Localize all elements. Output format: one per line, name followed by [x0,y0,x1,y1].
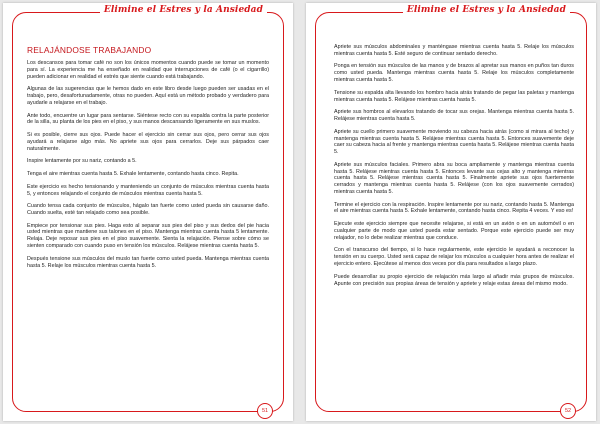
paragraph: Puede desarrollar su propio ejercicio de relajación más largo al añadir más grupos de músculos. Apunte con precisión sus propias áreas de tensión y apriete y relaje estas áreas del mismo modo. [334,273,574,287]
paragraph: Los descansos para tomar café no son los únicos momentos cuando puede se tomar un momento para sí. La experiencia me ha enseñado en realidad que interrupciones de café (o el cigarrillo) pueden adicionar en realidad el estrés que siente cuando está trabajando. [27,60,269,80]
right-page-header: Elimine el Estres y la Ansiedad [403,5,570,15]
page-number: 51 [257,403,273,419]
paragraph: Este ejercicio es hecho tensionando y manteniendo un conjunto de músculos mientras cuenta hasta 5, y entonces relajando el conjunto de músculos mientras cuenta hasta 5. [27,183,269,197]
paragraph: Después tensione sus músculos del muslo tan fuerte como usted pueda. Mantenga mientras cuenta hasta 5. Relaje los músculos mientras cuenta hasta 5. [27,255,269,269]
paragraph: Apriete sus hombros al elevarlos tratando de tocar sus orejas. Mantenga mientras cuenta hasta 5. Relájese mientras cuenta hasta 5. [334,109,574,123]
section-title: RELAJÁNDOSE TRABAJANDO [27,45,152,55]
paragraph: Apriete su cuello primero suavemente moviendo su cabeza hacia atrás (como si mirara al techo) y mantenga mientras cuenta hasta 5. Relájese mientras cuenta hasta 5. Entonces suavemente deje caer su cabeza hacia al frente y mantenga mientras cuenta hasta 5. Relájese mientras cuenta hasta 5. [334,128,574,156]
right-page [306,3,596,421]
paragraph: Empiece por tensionar sus pies. Haga esto al separar sus pies del piso y sus dedos del pie hacia usted mientras que mantiene sus talones en el piso. Mantenga mientras cuenta hasta 5 lentamente. Relaja. Deje reposar sus pies en el piso suavemente. Sienta la relajación. Piense sobre cómo se sienten comparado con cuando puso en tensión los músculos. Relájese mientras cuenta hasta 5. [27,222,269,250]
left-page [3,3,293,421]
paragraph: Con el transcurso del tiempo, si lo hace regularmente, este ejercicio le ayudará a reconocer la tensión en su cuerpo. Usted será capaz de relajar los músculos a cualquier hora antes de realizar el ejercicio entero. Ejecútese al menos dos veces por día para resultados a largo plazo. [334,247,574,268]
paragraph: Ejecute este ejercicio siempre que necesite relajarse, si está en un avión o en un automóvil o en cualquier parte de modo que usted pueda estar sentado. Porque este ejercicio puede ser muy relajador, no lo debe realizar mientras que conduce. [334,221,574,241]
paragraph: Apriete sus músculos faciales. Primero abra su boca ampliamente y mantenga mientras cuenta hasta 5. Relájese mientras cuenta hasta 5. Entonces levante sus cejas alto y mantenga mientras cuenta hasta 5. Relájese mientras cuenta hasta 5. Finalmente apriete sus ojos fuertemente cerrados y mantenga mientras cuenta hasta 5. Relájese (con los ojos suavemente cerrados) mientras cuenta hasta 5. [334,161,574,195]
paragraph: Algunas de las sugerencias que le hemos dado en este libro desde luego pueden ser usadas en el trabajo, pero, desafortunadamente, otras no pueden. Aquí está un método probado y verdadero para ayudarle a relajarse en el trabajo. [27,86,269,106]
right-page-content [334,44,574,293]
paragraph: Si es posible, cierre sus ojos. Puede hacer el ejercicio sin cerrar sus ojos, pero cerrar sus ojos ayudará a relajarse algo más. No apriete sus ojos para cerrarlos. Deje sus párpados caer naturalmente. [27,132,269,152]
paragraph: Ponga en tensión sus músculos de las manos y de brazos al apretar sus manos en puños tan duros como usted pueda. Mantenga mientras cuenta hasta 5. Relaje los músculos completamente mientras cuenta hasta 5. [334,63,574,84]
paragraph: Termine el ejercicio con la respiración. Inspire lentamente por su nariz, contando hasta 5. Mantenga el aire mientras cuenta hasta 5. Exhale lentamente, contando hasta cinco. Repita 4 veces. Y eso es! [334,201,574,215]
left-page-header: Elimine el Estres y la Ansiedad [100,5,267,15]
page-number: 52 [560,403,576,419]
paragraph: Tensione su espalda alta llevando los hombro hacia atrás tratando de pegar las paletas y mantenga mientras cuenta hasta 5. Relájese mientras cuenta hasta 5. [334,89,574,103]
left-page-content [27,45,269,275]
paragraph: Tenga el aire mientras cuenta hasta 5. Exhale lentamente, contando hasta cinco. Repita. [27,171,239,178]
paragraph: Apriete sus músculos abdominales y manténgase mientras cuenta hasta 5. Relaje los músculos mientras cuenta hasta 5. Esté seguro de continuar sentado derecho. [334,44,574,57]
paragraph: Ante todo, encuentre un lugar para sentarse. Siéntese recto con su espalda contra la parte posterior de la silla, su planta de los pies en el piso, y sus manos descansando ligeramente en sus muslos. [27,112,269,126]
paragraph: Inspire lentamente por su nariz, contando a 5. [27,158,137,165]
paragraph: Cuando tensa cada conjunto de músculos, hágalo tan fuerte como usted pueda sin causarse daño. Cuando suelta, esté tan relajado como sea posible. [27,203,269,216]
